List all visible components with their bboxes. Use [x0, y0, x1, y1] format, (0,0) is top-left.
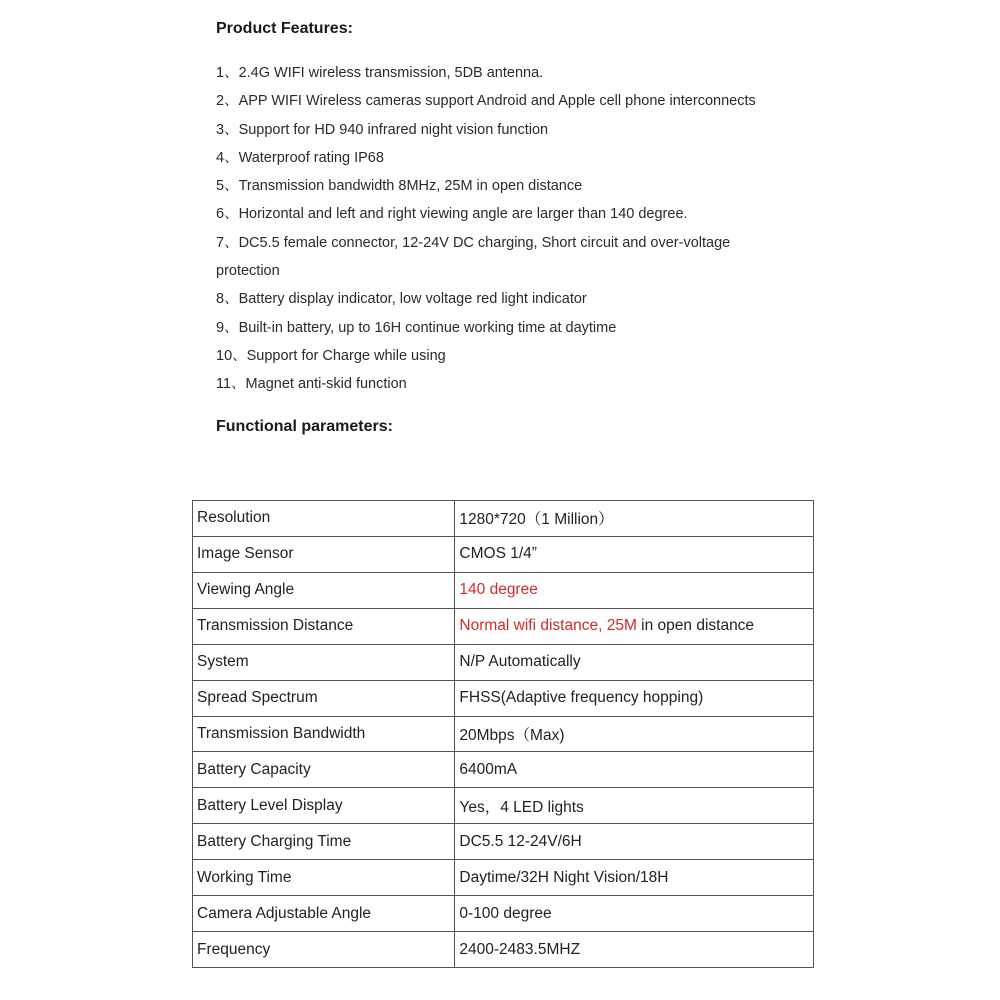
- parameter-label: System: [193, 644, 455, 680]
- table-row: [193, 680, 814, 716]
- table-row: [193, 788, 814, 824]
- parameter-label: Resolution: [193, 501, 455, 537]
- parameters-table: [192, 500, 814, 968]
- feature-item: 10、Support for Charge while using: [216, 347, 446, 364]
- parameter-value: Yes，4 LED lights: [455, 788, 814, 824]
- product-features-heading: Product Features:: [216, 20, 353, 37]
- parameter-value: Daytime/32H Night Vision/18H: [455, 860, 814, 896]
- functional-parameters-heading: Functional parameters:: [216, 418, 393, 435]
- table-row: [193, 824, 814, 860]
- parameter-value: 1280*720（1 Million）: [455, 501, 814, 537]
- table-row: [193, 752, 814, 788]
- table-row: [193, 572, 814, 608]
- parameter-label: Image Sensor: [193, 536, 455, 572]
- features-list: [216, 59, 816, 399]
- feature-item: 11、Magnet anti-skid function: [216, 376, 407, 393]
- table-row: [193, 644, 814, 680]
- table-row: [193, 860, 814, 896]
- feature-item-continuation: protection: [216, 263, 280, 280]
- feature-item: 3、Support for HD 940 infrared night vision function: [216, 121, 549, 138]
- table-row: [193, 536, 814, 572]
- feature-item: 6、Horizontal and left and right viewing angle are larger than 140 degree.: [216, 206, 688, 223]
- parameter-label: Battery Charging Time: [193, 824, 455, 860]
- feature-item: 1、2.4G WIFI wireless transmission, 5DB antenna.: [216, 65, 544, 81]
- feature-item: 7、DC5.5 female connector, 12-24V DC charging, Short circuit and over-voltage: [216, 234, 731, 251]
- table-row: [193, 896, 814, 932]
- parameter-label: Spread Spectrum: [193, 680, 455, 716]
- parameter-value: N/P Automatically: [455, 644, 814, 680]
- parameter-value-highlighted: 140 degree: [455, 572, 814, 608]
- parameter-label: Viewing Angle: [193, 572, 455, 608]
- parameter-label: Frequency: [193, 932, 455, 968]
- parameter-label: Transmission Distance: [193, 608, 455, 644]
- parameter-label: Transmission Bandwidth: [193, 716, 455, 752]
- parameter-label: Working Time: [193, 860, 455, 896]
- parameter-value: CMOS 1/4”: [455, 536, 814, 572]
- parameter-label: Battery Level Display: [193, 788, 455, 824]
- parameter-value: 6400mA: [455, 752, 814, 788]
- table-row: [193, 608, 814, 644]
- parameter-label: Battery Capacity: [193, 752, 455, 788]
- feature-item: 4、Waterproof rating IP68: [216, 149, 384, 166]
- parameter-value: DC5.5 12-24V/6H: [455, 824, 814, 860]
- parameter-value: 0-100 degree: [455, 896, 814, 932]
- feature-item: 9、Built-in battery, up to 16H continue working time at daytime: [216, 319, 617, 336]
- parameter-value-rest: in open distance: [636, 617, 755, 635]
- parameter-value: 2400-2483.5MHZ: [455, 932, 814, 968]
- feature-item: 5、Transmission bandwidth 8MHz, 25M in open distance: [216, 178, 583, 195]
- feature-item: 2、APP WIFI Wireless cameras support Android and Apple cell phone interconnects: [216, 93, 756, 110]
- table-row: [193, 716, 814, 752]
- parameter-value: [455, 608, 814, 644]
- table-row: [193, 932, 814, 968]
- parameter-value: FHSS(Adaptive frequency hopping): [455, 680, 814, 716]
- parameter-value: 20Mbps（Max): [455, 716, 814, 752]
- feature-item: 8、Battery display indicator, low voltage red light indicator: [216, 291, 587, 308]
- parameter-label: Camera Adjustable Angle: [193, 896, 455, 932]
- parameter-value-highlighted: Normal wifi distance, 25M: [459, 617, 637, 635]
- table-row: [193, 501, 814, 537]
